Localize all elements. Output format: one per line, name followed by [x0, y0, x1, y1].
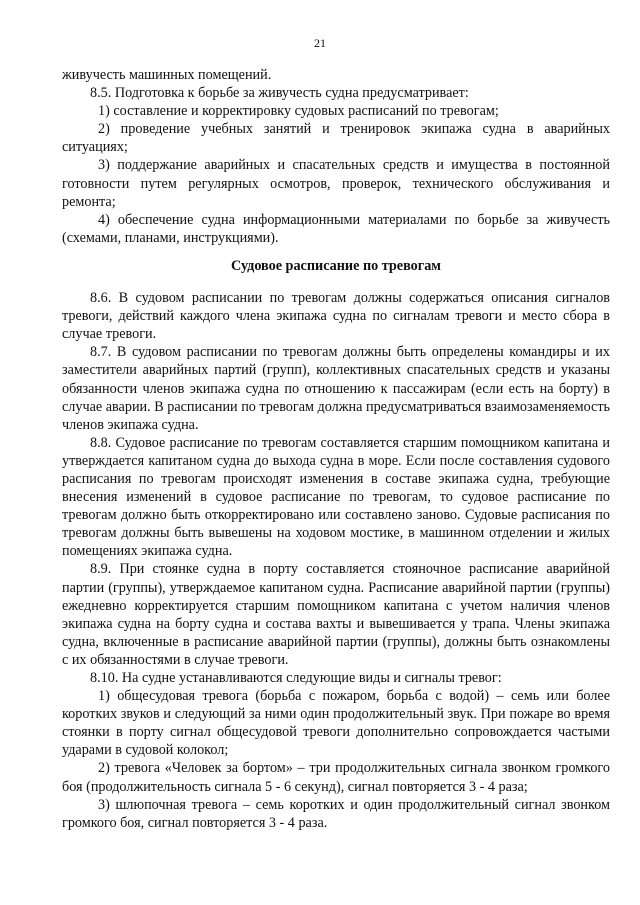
paragraph: 8.5. Подготовка к борьбе за живучесть судна предусматривает: — [90, 85, 469, 102]
document-body — [62, 66, 610, 832]
section-heading: Судовое расписание по тревогам — [231, 257, 441, 274]
paragraph: 8.10. На судне устанавливаются следующие виды и сигналы тревог: — [90, 670, 502, 686]
list-item: 3) шлюпочная тревога – семь коротких и один продолжительный сигнал звонком громкого боя, сигнал повторяется 3 - 4 раза. — [62, 796, 610, 831]
list-item: 3) поддержание аварийных и спасательных средств и имущества в постоянной готовности путем регулярных осмотров, проверок, технического обслуживания и ремонта; — [62, 157, 610, 210]
paragraph: 8.7. В судовом расписании по тревогам должны быть определены командиры и их заместители аварийных партий (групп), коллективных спасательных средств и указаны обязанности членов экипажа судна по отношению к пассажирам (если есть на борту) в случае аварии. В расписании по тревогам должна предусматриваться взаимозаменяемость членов экипажа судна. — [62, 344, 610, 433]
list-item: 2) проведение учебных занятий и тренировок экипажа судна в аварийных ситуациях; — [62, 121, 610, 156]
paragraph: 8.6. В судовом расписании по тревогам должны содержаться описания сигналов тревоги, действий каждого члена экипажа судна по сигналам тревоги и место сбора в случае тревоги. — [62, 290, 610, 343]
list-item: 4) обеспечение судна информационными материалами по борьбе за живучесть (схемами, планами, инструкциями). — [62, 211, 610, 246]
list-item: 1) составление и корректировку судовых расписаний по тревогам; — [98, 103, 499, 120]
paragraph: живучесть машинных помещений. — [62, 67, 272, 83]
list-item: 1) общесудовая тревога (борьба с пожаром, борьба с водой) – семь или более коротких звуков и следующий за ними один продолжительный звук. При пожаре во время стоянки в порту сигнал общесудовой тревоги дополнительно сопровождается частыми ударами в судовой колокол; — [62, 688, 610, 759]
paragraph: 8.8. Судовое расписание по тревогам составляется старшим помощником капитана и утверждается капитаном судна до выхода судна в море. Если после составления судового расписания по тревогам происходят изменения в составе экипажа судна, требующие внесения изменений в судовое расписание по тревогам, то судовое расписание по тревогам должно быть откорректировано или составлено заново. Судовые расписания по тревогам должны быть вывешены на ходовом мостике, в машинном отделении и жилых помещениях экипажа судна. — [62, 434, 610, 560]
paragraph: 8.9. При стоянке судна в порту составляется стояночное расписание аварийной партии (группы), утверждаемое капитаном судна. Расписание аварийной партии (группы) ежедневно корректируется старшим помощником капитана с учетом наличия членов экипажа судна на борту судна и состава вахты и вывешивается у трапа. Члены экипажа судна, включенные в расписание аварийной партии (группы), должны быть ознакомлены с их обязанностями в случае тревоги. — [62, 561, 610, 668]
list-item: 2) тревога «Человек за бортом» – три продолжительных сигнала звонком громкого боя (продолжительность сигнала 5 - 6 секунд), сигнал повторяется 3 - 4 раза; — [62, 760, 610, 795]
page-number: 21 — [314, 36, 326, 50]
